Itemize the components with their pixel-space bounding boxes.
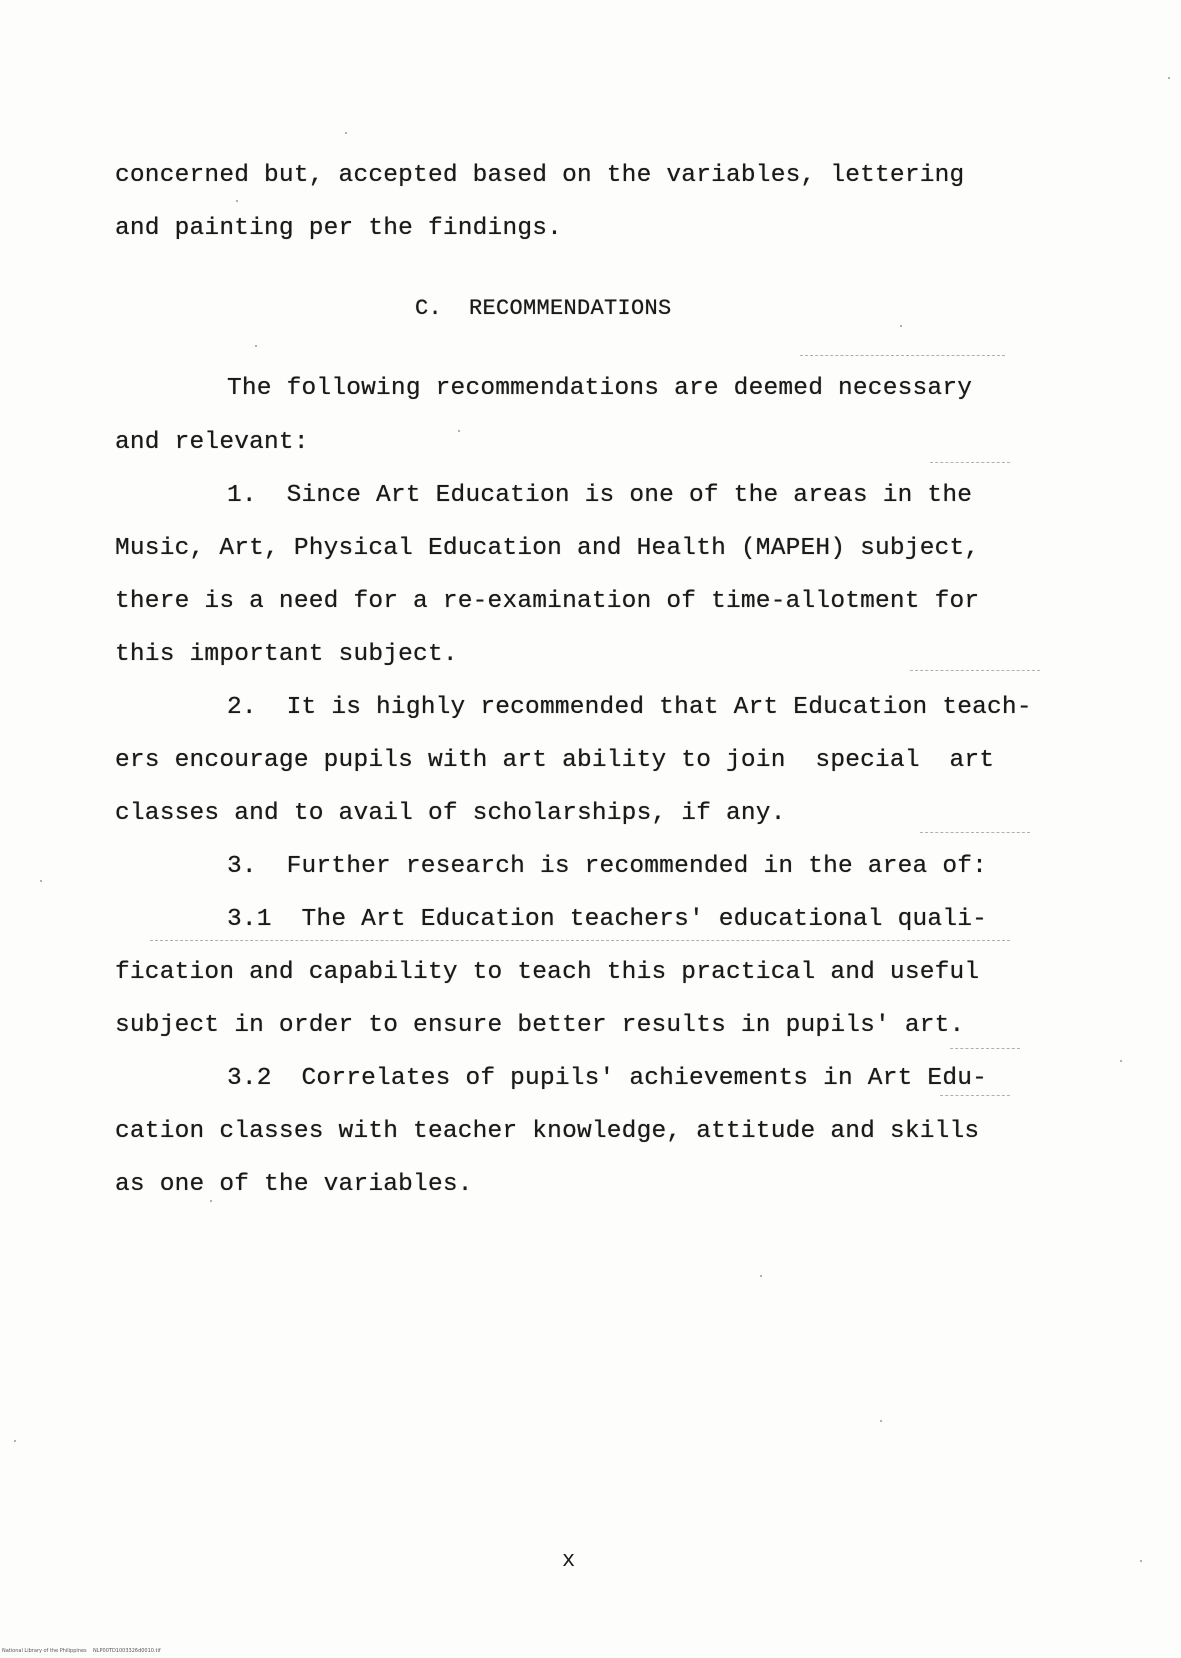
text-line: ers encourage pupils with art ability to join special art [115, 747, 995, 774]
text-line: this important subject. [115, 641, 458, 668]
list-item-3: 3. Further research is recommended in the area of: [227, 853, 988, 880]
text-line: fication and capability to teach this practical and useful [115, 959, 980, 986]
page-number: x [562, 1548, 576, 1573]
scan-speck [255, 345, 257, 347]
scan-speck [1140, 1560, 1142, 1562]
scan-dash [150, 940, 1010, 942]
text-line: subject in order to ensure better results in pupils' art. [115, 1012, 965, 1039]
scan-dash [800, 355, 1005, 357]
scan-speck [210, 1200, 212, 1202]
scan-dash [940, 1095, 1010, 1097]
scan-dash [920, 832, 1030, 834]
text-line: and painting per the findings. [115, 215, 563, 242]
list-item-1: 1. Since Art Education is one of the areas in the [227, 482, 973, 509]
scan-speck [345, 132, 347, 134]
scan-dash [910, 670, 1040, 672]
scan-speck [1120, 1060, 1122, 1062]
text-line: cation classes with teacher knowledge, attitude and skills [115, 1118, 980, 1145]
scan-speck [14, 1440, 16, 1442]
scan-speck [900, 325, 902, 327]
scan-footer: National Library of the Philippines NLP00TD1003326d0010.tif [2, 1648, 161, 1654]
list-item-3-2: 3.2 Correlates of pupils' achievements in Art Edu- [227, 1065, 988, 1092]
list-item-2: 2. It is highly recommended that Art Education teach- [227, 694, 1032, 721]
text-line: and relevant: [115, 429, 309, 456]
scan-speck [40, 880, 42, 882]
text-line: classes and to avail of scholarships, if any. [115, 800, 786, 827]
text-line: concerned but, accepted based on the variables, lettering [115, 162, 965, 189]
text-line: Music, Art, Physical Education and Health (MAPEH) subject, [115, 535, 980, 562]
scan-speck [236, 200, 238, 202]
scan-speck [880, 1420, 882, 1422]
scan-dash [950, 1048, 1020, 1050]
scan-speck [458, 430, 460, 432]
text-line: as one of the variables. [115, 1171, 473, 1198]
list-item-3-1: 3.1 The Art Education teachers' educational quali- [227, 906, 988, 933]
scan-dash [930, 462, 1010, 464]
section-heading: C. RECOMMENDATIONS [415, 296, 672, 321]
scan-speck [760, 1275, 762, 1277]
text-line: The following recommendations are deemed necessary [227, 375, 973, 402]
scan-speck [1168, 77, 1170, 79]
text-line: there is a need for a re-examination of time-allotment for [115, 588, 980, 615]
